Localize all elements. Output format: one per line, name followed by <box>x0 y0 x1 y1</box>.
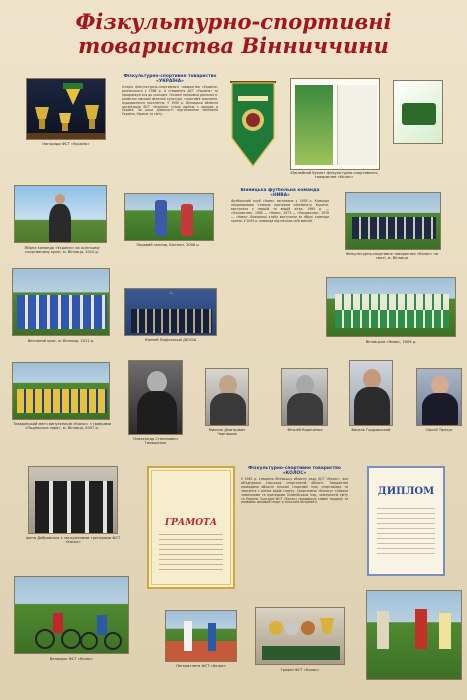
photo-officials <box>345 192 441 250</box>
caption-cyclists: Велокрос ФСТ «Колос» <box>49 657 94 661</box>
caption-p4: Василь Гордовський <box>351 428 391 432</box>
medals-icon <box>256 608 345 665</box>
heading-kolos: Фізкультурно-спортивне товариство «КОЛОС» <box>248 466 341 476</box>
document-gramota <box>147 466 235 589</box>
title-line-1: Фізкультурно-спортивні <box>75 9 392 34</box>
caption-team-running: Весняний крос, м. Вінниця, 2011 р. <box>27 339 95 343</box>
caption-football-team: Вінницька «Нива», 2009 р. <box>365 340 417 344</box>
text-block-niva <box>231 188 329 270</box>
title-line-2: товариства Вінниччини <box>78 33 389 58</box>
text-block-ukraine <box>122 74 218 178</box>
photo-magazine <box>290 78 380 170</box>
body-ukraine: Історія фізкультурно-спортивного товариства «Україна» розпочалася у 1988 р. зі створення ДСТ «Україна» та продовжується до сьогодні. Основні напрямки діяльності: розвиток масової фізичної культури, спортивні змагання, оздоровлення населення. У 1990 р. Вінницька обласна організація ФСТ «Україна» стала однією з кращих в Україні. За роки діяльності підготовлено чемпіонів України, Європи та світу. <box>122 85 218 117</box>
caption-p1: Олександр Степанович Тимошенко <box>133 437 178 446</box>
photo-trophies <box>255 607 345 665</box>
person-figure <box>45 194 75 243</box>
photo-runners <box>165 610 237 662</box>
caption-magazine: Ювілейний буклет фізкультурно-спортивного товариства «Колос» <box>290 171 378 180</box>
photo-cups <box>26 78 106 140</box>
photo-football-team <box>326 277 456 337</box>
portrait-3 <box>281 368 328 426</box>
caption-p2: Микола Дмитрович Чернишов <box>208 428 246 437</box>
diploma-title: ДИПЛОМ <box>377 486 435 497</box>
caption-trophies: Трофеї ФСТ «Колос» <box>280 668 320 672</box>
photo-team-running <box>12 268 110 336</box>
caption-medalists: Ірина Добровська з заслуженими тренерами ФСТ «Колос» <box>25 536 121 545</box>
caption-coaches: Збірна команда «Україна» на осінньому спортивному кросі, м. Вінниця, 2010 р. <box>24 246 100 255</box>
photo-skiers <box>124 193 214 241</box>
caption-cups: Нагороди ФСТ «Україна» <box>42 142 90 146</box>
text-block-kolos <box>241 466 348 598</box>
caption-runners: Легкоатлети ФСТ «Колос» <box>175 664 227 668</box>
photo-cyclists <box>14 576 129 654</box>
caption-conference: Ювілей Подільської ДЮСШ <box>144 338 197 342</box>
heading-niva: Вінницька футбольна команда «НИВА» <box>240 188 320 198</box>
gramota-title: ГРАМОТА <box>164 518 218 528</box>
photo-pennant <box>228 78 278 170</box>
portrait-4 <box>349 360 393 426</box>
caption-p3: Віталій Кириченко <box>287 428 323 432</box>
caption-volleyball-team: Товариський матч випускників «Колос» з гравцями «Подільська зоря», м. Вінниця, 2007 р. <box>13 422 111 431</box>
pennant-icon <box>228 78 278 170</box>
document-diploma <box>367 466 445 576</box>
photo-bikers <box>366 590 462 680</box>
portrait-5 <box>416 368 462 426</box>
photo-coaches <box>14 185 107 243</box>
photo-conference: ~ <box>124 288 217 336</box>
portrait-1 <box>128 360 183 435</box>
caption-officials: Фізкультурно-спортивне товариство «Колос» на святі, м. Вінниця <box>345 252 439 261</box>
photo-kolos-poster <box>393 80 443 144</box>
caption-skiers: Ледовий заплив, Біатлон, 2008 р. <box>136 243 200 247</box>
photo-volleyball-team <box>12 362 110 420</box>
photo-medalists <box>28 466 118 534</box>
bicycle-icon <box>15 577 129 654</box>
heading-ukraine: Фізкультурно-спортивне товариство «УКРАЇНА» <box>123 74 217 84</box>
trophy-icon <box>27 79 106 140</box>
caption-p5: Сергій Тимчук <box>425 428 453 432</box>
body-niva: Футбольний клуб «Нива» засновано у 1958 р. Команда неодноразово ставала призером чемпіонату України, виступала у першій та вищій лігах. 1964 р. — «Локомотив», 1965 — «Нива», 1973 — «Локомотив», 1978 — «Нива». Вихованці клубу виступали за збірні команди країни. У 2009 р. команда відзначила свій ювілей. <box>231 199 329 223</box>
portrait-2 <box>205 368 249 426</box>
body-kolos: У 1962 р. створено Вінницьку обласну раду ДСТ «Колос», яка об'єднувала сільських спортсменів області. Товариство проводило обласні сільські спортивні ігри, спартакіади та змагання з різних видів спорту. Спортсмени «Колосу» ставали чемпіонами та призерами Олімпійських ігор, чемпіонатів світу та Європи. Сьогодні ФСТ «Колос» продовжує славні традиції та розвиває масовий спорт у сільській місцевості. <box>241 477 348 505</box>
